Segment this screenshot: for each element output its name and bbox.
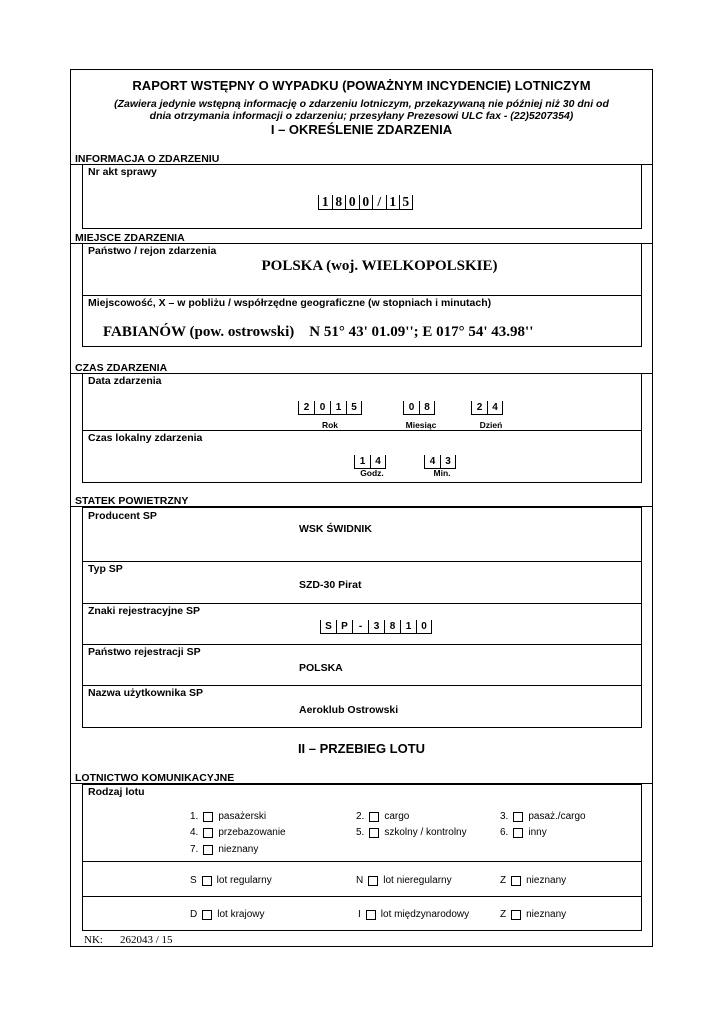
option-label: lot krajowy <box>217 909 265 920</box>
option-label: inny <box>528 827 547 838</box>
country-label: Państwo / rejon zdarzenia <box>88 245 217 257</box>
checkbox[interactable] <box>202 876 212 886</box>
option-number: 7. <box>190 844 199 855</box>
month-digit: 0 <box>403 401 419 415</box>
nk-value: 262043 / 15 <box>120 934 173 946</box>
checkbox[interactable] <box>366 910 376 920</box>
checkbox[interactable] <box>511 910 521 920</box>
month-caption: Miesiąc <box>405 420 437 430</box>
manufacturer-value: WSK ŚWIDNIK <box>299 523 372 535</box>
form-title: RAPORT WSTĘPNY O WYPADKU (POWAŻNYM INCYDENCIE) LOTNICZYM <box>132 78 591 93</box>
section-2-heading: II – PRZEBIEG LOTU <box>297 741 426 756</box>
registration-label: Znaki rejestracyjne SP <box>88 605 201 617</box>
year-digit: 2 <box>298 401 314 415</box>
registration-char: 8 <box>384 620 400 634</box>
case-digit: 0 <box>359 195 373 210</box>
case-digit: 5 <box>399 195 413 210</box>
divider <box>82 685 642 686</box>
place-section-heading: MIEJSCE ZDARZENIA <box>75 232 185 244</box>
divider <box>82 430 642 431</box>
country-value: POLSKA (woj. WIELKOPOLSKIE) <box>261 258 498 274</box>
flight-type-option[interactable] <box>356 811 409 822</box>
option-number: 2. <box>356 811 365 822</box>
checkbox[interactable] <box>202 910 212 920</box>
option-label: lot międzynarodowy <box>380 909 470 920</box>
hour-cells <box>354 455 386 469</box>
type-label: Typ SP <box>88 563 123 575</box>
option-code: Z <box>500 909 507 920</box>
day-digit: 4 <box>487 401 503 415</box>
hour-digit: 4 <box>370 455 386 469</box>
reg-country-value: POLSKA <box>299 662 343 674</box>
option-code: Z <box>500 875 507 886</box>
option-number: 5. <box>356 827 365 838</box>
hour-caption: Godz. <box>360 468 384 478</box>
scope-option[interactable] <box>358 909 469 920</box>
case-number-label: Nr akt sprawy <box>88 166 157 178</box>
reg-country-label: Państwo rejestracji SP <box>88 646 201 658</box>
flight-type-option[interactable] <box>356 827 467 838</box>
local-time-label: Czas lokalny zdarzenia <box>88 432 203 444</box>
flight-type-option[interactable] <box>500 811 586 822</box>
type-value: SZD-30 Pirat <box>299 579 362 591</box>
checkbox[interactable] <box>511 876 521 886</box>
case-digit: 1 <box>386 195 400 210</box>
operator-label: Nazwa użytkownika SP <box>88 687 203 699</box>
section-1-heading: I – OKREŚLENIE ZDARZENIA <box>270 122 453 137</box>
registration-char: S <box>320 620 336 634</box>
hour-digit: 1 <box>354 455 370 469</box>
option-label: pasaż./cargo <box>528 811 586 822</box>
divider <box>82 896 642 897</box>
option-label: lot regularny <box>216 875 272 886</box>
year-caption: Rok <box>321 420 339 430</box>
registration-char: 1 <box>400 620 416 634</box>
commercial-section-heading: LOTNICTWO KOMUNIKACYJNE <box>75 772 235 784</box>
minute-digit: 3 <box>440 455 456 469</box>
regularity-option[interactable] <box>356 875 452 886</box>
month-cells <box>403 401 435 415</box>
date-label: Data zdarzenia <box>88 375 162 387</box>
option-number: 6. <box>500 827 509 838</box>
registration-char: 0 <box>416 620 432 634</box>
option-label: lot nieregularny <box>383 875 452 886</box>
case-number-cells <box>318 195 413 210</box>
option-code: S <box>190 875 197 886</box>
checkbox[interactable] <box>368 876 378 886</box>
option-label: nieznany <box>526 909 567 920</box>
checkbox[interactable] <box>369 828 379 838</box>
year-digit: 0 <box>314 401 330 415</box>
form-subtitle-line1: (Zawiera jedynie wstępną informację o zdarzeniu lotniczym, przekazywaną nie później niż 30 dni od <box>114 98 609 110</box>
time-section-heading: CZAS ZDARZENIA <box>75 362 168 374</box>
minute-digit: 4 <box>424 455 440 469</box>
year-digit: 1 <box>330 401 346 415</box>
option-label: nieznany <box>526 875 567 886</box>
form-subtitle-line2: dnia otrzymania informacji o zdarzeniu; przesyłany Prezesowi ULC fax - (22)5207354) <box>149 110 574 122</box>
flight-type-label: Rodzaj lotu <box>88 786 145 798</box>
scope-option[interactable] <box>190 909 264 920</box>
day-digit: 2 <box>471 401 487 415</box>
checkbox[interactable] <box>513 812 523 822</box>
minute-caption: Min. <box>433 468 451 478</box>
divider <box>82 644 642 645</box>
divider <box>82 861 642 862</box>
divider <box>82 295 642 296</box>
manufacturer-label: Producent SP <box>88 510 157 522</box>
case-digit: 8 <box>332 195 346 210</box>
info-section-heading: INFORMACJA O ZDARZENIU <box>75 153 220 165</box>
divider <box>82 603 642 604</box>
operator-value: Aeroklub Ostrowski <box>299 704 399 716</box>
option-code: I <box>358 909 361 920</box>
option-label: szkolny / kontrolny <box>384 827 467 838</box>
option-label: nieznany <box>218 844 259 855</box>
option-label: przebazowanie <box>218 827 286 838</box>
checkbox[interactable] <box>369 812 379 822</box>
case-digit: / <box>372 195 386 210</box>
option-number: 4. <box>190 827 199 838</box>
regularity-option[interactable] <box>190 875 272 886</box>
registration-char: - <box>352 620 368 634</box>
checkbox[interactable] <box>203 845 213 855</box>
regularity-option[interactable] <box>500 875 566 886</box>
option-number: 1. <box>190 811 199 822</box>
checkbox[interactable] <box>203 828 213 838</box>
option-label: cargo <box>384 811 410 822</box>
minute-cells <box>424 455 456 469</box>
option-number: 3. <box>500 811 509 822</box>
year-cells <box>298 401 362 415</box>
flight-type-option[interactable] <box>500 827 547 838</box>
nk-label: NK: <box>84 934 103 946</box>
case-digit: 0 <box>345 195 359 210</box>
year-digit: 5 <box>346 401 362 415</box>
registration-char: 3 <box>368 620 384 634</box>
day-cells <box>471 401 503 415</box>
month-digit: 8 <box>419 401 435 415</box>
scope-option[interactable] <box>500 909 566 920</box>
flight-type-option[interactable] <box>190 811 266 822</box>
flight-type-option[interactable] <box>190 827 286 838</box>
option-code: D <box>190 909 198 920</box>
registration-cells <box>320 620 432 634</box>
option-code: N <box>356 875 364 886</box>
registration-char: P <box>336 620 352 634</box>
checkbox[interactable] <box>513 828 523 838</box>
location-value: FABIANÓW (pow. ostrowski) N 51° 43' 01.09''; E 017° 54' 43.98'' <box>103 324 534 340</box>
aircraft-section-heading: STATEK POWIETRZNY <box>75 495 189 507</box>
option-label: pasażerski <box>218 811 267 822</box>
case-digit: 1 <box>318 195 332 210</box>
flight-type-option[interactable] <box>190 844 258 855</box>
day-caption: Dzień <box>479 420 503 430</box>
checkbox[interactable] <box>203 812 213 822</box>
divider <box>82 561 642 562</box>
location-label: Miejscowość, X – w pobliżu / współrzędne geograficzne (w stopniach i minutach) <box>88 297 492 309</box>
